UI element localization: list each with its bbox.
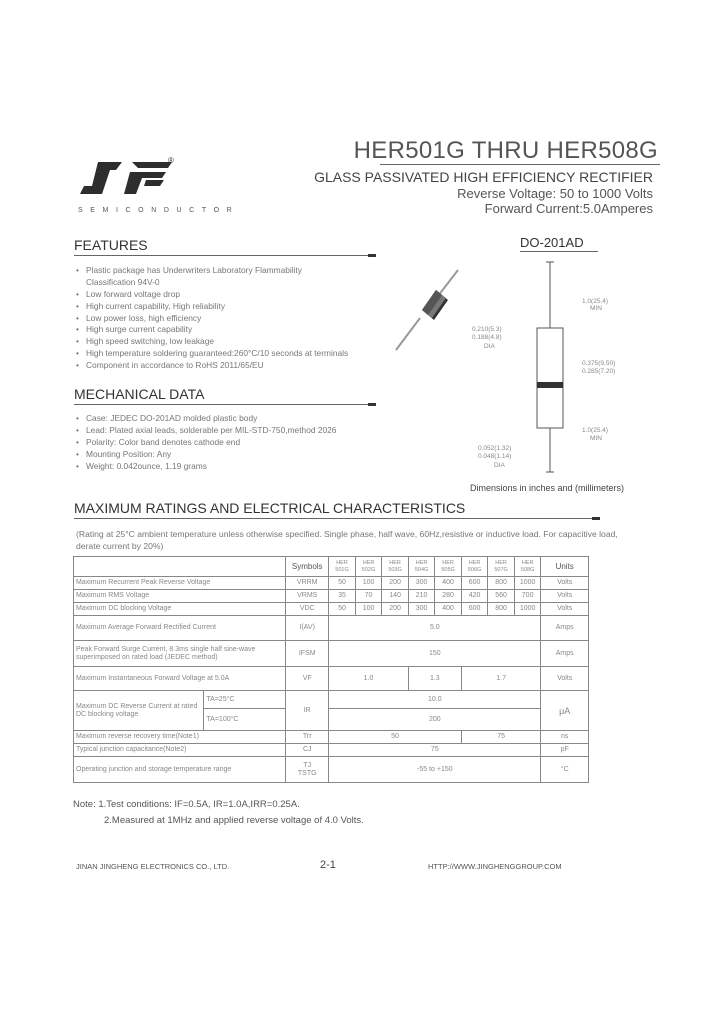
unit-cell: Volts bbox=[541, 667, 589, 691]
value-cell: 70 bbox=[355, 590, 382, 603]
mechanical-item bbox=[76, 461, 336, 473]
bullet: • bbox=[76, 436, 79, 447]
package-name: DO-201AD bbox=[520, 235, 584, 250]
symbol-cell: TJ TSTG bbox=[286, 757, 329, 783]
feature-item bbox=[76, 289, 348, 301]
param-cell: Maximum RMS Voltage bbox=[74, 590, 286, 603]
param-cell: Maximum DC Reverse Current at rated DC blocking voltage bbox=[74, 691, 204, 731]
symbol-cell: Trr bbox=[286, 731, 329, 744]
symbol-cell: VF bbox=[286, 667, 329, 691]
feature-item bbox=[76, 324, 348, 336]
unit-cell: °C bbox=[541, 757, 589, 783]
symbol-cell: IR bbox=[286, 691, 329, 731]
dim-lead-length-top: 1.0(25.4) bbox=[582, 298, 609, 305]
bullet: • bbox=[76, 348, 79, 359]
table-row-vrms bbox=[74, 590, 589, 603]
package-outline-drawing bbox=[520, 258, 580, 478]
mechanical-heading: MECHANICAL DATA bbox=[74, 386, 205, 402]
feature-text: High speed switching, low leakage bbox=[86, 336, 215, 347]
value-cell: 800 bbox=[488, 603, 515, 616]
mechanical-rule bbox=[74, 404, 374, 405]
feature-item bbox=[76, 348, 348, 360]
header-part: HER 507G bbox=[488, 557, 515, 577]
unit-cell: Amps bbox=[541, 641, 589, 667]
rating-conditions: (Rating at 25°C ambient temperature unless otherwise specified. Single phase, half wave, 60Hz,resistive or inductive load. For capacitive load, derate current by 20%) bbox=[76, 529, 618, 551]
dim-lead-dia-max: 0.052(1.32) bbox=[478, 445, 512, 452]
table-row-iav bbox=[74, 616, 589, 641]
footer-company: JINAN JINGHENG ELECTRONICS CO., LTD. bbox=[76, 862, 230, 871]
header-part: HER 504G bbox=[408, 557, 435, 577]
param-cell: Operating junction and storage temperature range bbox=[74, 757, 286, 783]
ratings-rule bbox=[74, 518, 598, 519]
table-row-vf bbox=[74, 667, 589, 691]
bullet: • bbox=[76, 336, 79, 347]
value-cell: 75 bbox=[461, 731, 541, 744]
feature-text: Classification 94V-0 bbox=[86, 276, 160, 287]
features-list bbox=[76, 265, 348, 372]
bullet: • bbox=[76, 448, 79, 459]
dim-dia-label: DIA bbox=[484, 343, 495, 350]
value-cell: 1.3 bbox=[408, 667, 461, 691]
value-cell: 1000 bbox=[514, 577, 541, 590]
bullet: • bbox=[76, 324, 79, 335]
bullet: • bbox=[76, 360, 79, 371]
dim-dia-label-2: DIA bbox=[494, 462, 505, 469]
bullet: • bbox=[76, 460, 79, 471]
value-cell: 420 bbox=[461, 590, 488, 603]
value-cell: 400 bbox=[435, 603, 462, 616]
table-row-ir-25 bbox=[74, 691, 589, 709]
value-cell: 50 bbox=[329, 603, 356, 616]
note-1: Note: 1.Test conditions: IF=0.5A, IR=1.0A,IRR=0.25A. bbox=[73, 799, 300, 810]
mechanical-item bbox=[76, 449, 336, 461]
value-cell: 400 bbox=[435, 577, 462, 590]
dim-body-length-min: 0.285(7.20) bbox=[582, 368, 616, 375]
reverse-voltage: Reverse Voltage: 50 to 1000 Volts bbox=[457, 186, 653, 201]
bullet: • bbox=[76, 424, 79, 435]
value-cell: 280 bbox=[435, 590, 462, 603]
unit-cell: Volts bbox=[541, 577, 589, 590]
mechanical-text: Mounting Position: Any bbox=[86, 448, 172, 459]
mechanical-text: Polarity: Color band denotes cathode end bbox=[86, 436, 241, 447]
bullet: • bbox=[76, 288, 79, 299]
value-cell: 560 bbox=[488, 590, 515, 603]
header-param-cell bbox=[74, 557, 286, 577]
title-rule bbox=[380, 164, 660, 165]
mechanical-rule-tick bbox=[368, 403, 376, 406]
header-part: HER 505G bbox=[435, 557, 462, 577]
value-cell: 700 bbox=[514, 590, 541, 603]
mechanical-text: Case: JEDEC DO-201AD molded plastic body bbox=[86, 413, 258, 423]
dim-min-bottom: MIN bbox=[590, 435, 602, 442]
unit-cell: Amps bbox=[541, 616, 589, 641]
header-symbols: Symbols bbox=[286, 557, 329, 577]
value-cell: 1000 bbox=[514, 603, 541, 616]
value-cell: 600 bbox=[461, 577, 488, 590]
ratings-table bbox=[73, 556, 589, 783]
value-cell: 210 bbox=[408, 590, 435, 603]
forward-current: Forward Current:5.0Amperes bbox=[484, 201, 653, 216]
value-cell: 800 bbox=[488, 577, 515, 590]
notes bbox=[73, 797, 364, 829]
mechanical-text: Lead: Plated axial leads, solderable per MIL-STD-750,method 2026 bbox=[86, 424, 337, 435]
value-cell: 600 bbox=[461, 603, 488, 616]
table-row-trr bbox=[74, 731, 589, 744]
value-cell: 35 bbox=[329, 590, 356, 603]
bullet: • bbox=[76, 300, 79, 311]
value-cell: 300 bbox=[408, 577, 435, 590]
header-part: HER 506G bbox=[461, 557, 488, 577]
value-cell: 10.0 bbox=[329, 691, 541, 709]
value-cell: 1.7 bbox=[461, 667, 541, 691]
registered-mark: ® bbox=[168, 156, 174, 165]
table-row-cj bbox=[74, 744, 589, 757]
table-header-row bbox=[74, 557, 589, 577]
mechanical-item bbox=[76, 437, 336, 449]
param-cell: Maximum reverse recovery time(Note1) bbox=[74, 731, 286, 744]
value-cell: -55 to +150 bbox=[329, 757, 541, 783]
value-cell: 200 bbox=[382, 603, 409, 616]
mechanical-text: Weight: 0.042ounce, 1.19 grams bbox=[86, 460, 207, 471]
condition-cell: TA=25°C bbox=[204, 691, 286, 709]
feature-text: Low power loss, high efficiency bbox=[86, 312, 202, 323]
feature-text: Low forward voltage drop bbox=[86, 288, 181, 299]
unit-cell: Volts bbox=[541, 603, 589, 616]
value-cell: 200 bbox=[329, 709, 541, 731]
page-number: 2-1 bbox=[320, 859, 336, 871]
package-3d-sketch bbox=[392, 268, 462, 354]
feature-text: High surge current capability bbox=[86, 324, 193, 335]
footer-url: HTTP://WWW.JINGHENGGROUP.COM bbox=[428, 862, 562, 871]
table-row-ifsm bbox=[74, 641, 589, 667]
mechanical-item bbox=[76, 425, 336, 437]
feature-text: High temperature soldering guaranteed:260°C/10 seconds at terminals bbox=[86, 348, 349, 359]
table-row-vrrm bbox=[74, 577, 589, 590]
feature-text: High current capability, High reliability bbox=[86, 300, 226, 311]
feature-item bbox=[76, 301, 348, 313]
feature-text: Component in accordance to RoHS 2011/65/EU bbox=[86, 360, 264, 371]
product-type: GLASS PASSIVATED HIGH EFFICIENCY RECTIFIER bbox=[314, 169, 653, 185]
value-cell: 100 bbox=[355, 577, 382, 590]
value-cell: 150 bbox=[329, 641, 541, 667]
bullet: • bbox=[76, 265, 79, 275]
value-cell: 140 bbox=[382, 590, 409, 603]
dim-min-top: MIN bbox=[590, 305, 602, 312]
features-heading: FEATURES bbox=[74, 237, 148, 253]
symbol-cell: VRMS bbox=[286, 590, 329, 603]
table-row-vdc bbox=[74, 603, 589, 616]
bullet: • bbox=[76, 413, 79, 423]
symbol-cell: IFSM bbox=[286, 641, 329, 667]
unit-cell: Volts bbox=[541, 590, 589, 603]
dimension-note: Dimensions in inches and (millimeters) bbox=[470, 483, 625, 493]
header-part: HER 508G bbox=[514, 557, 541, 577]
value-cell: 200 bbox=[382, 577, 409, 590]
mechanical-list bbox=[76, 413, 336, 472]
condition-cell: TA=100°C bbox=[204, 709, 286, 731]
symbol-cell: VRRM bbox=[286, 577, 329, 590]
dim-lead-dia-min: 0.048(1.14) bbox=[478, 453, 512, 460]
logo-tagline: SEMICONDUCTOR bbox=[78, 207, 240, 214]
package-name-underline bbox=[520, 251, 598, 252]
param-cell: Peak Forward Surge Current, 8.3ms single half sine-wave superimposed on rated load (JEDEC method) bbox=[74, 641, 286, 667]
unit-cell: μA bbox=[541, 691, 589, 731]
dim-body-dia-min: 0.188(4.8) bbox=[472, 334, 502, 341]
symbol-cell: VDC bbox=[286, 603, 329, 616]
unit-cell: pF bbox=[541, 744, 589, 757]
value-cell: 100 bbox=[355, 603, 382, 616]
header-part: HER 503G bbox=[382, 557, 409, 577]
feature-item bbox=[76, 313, 348, 325]
header-part: HER 501G bbox=[329, 557, 356, 577]
header-units: Units bbox=[541, 557, 589, 577]
features-rule-tick bbox=[368, 254, 376, 257]
feature-item bbox=[76, 336, 348, 348]
feature-item bbox=[76, 265, 348, 277]
dim-body-dia-max: 0.210(5.3) bbox=[472, 326, 502, 333]
value-cell: 1.0 bbox=[329, 667, 409, 691]
ratings-rule-tick bbox=[592, 517, 600, 520]
bullet: • bbox=[76, 312, 79, 323]
features-rule bbox=[74, 255, 374, 256]
param-cell: Maximum Average Forward Rectified Current bbox=[74, 616, 286, 641]
dim-lead-length-bottom: 1.0(25.4) bbox=[582, 427, 609, 434]
param-cell: Maximum Recurrent Peak Reverse Voltage bbox=[74, 577, 286, 590]
unit-cell: ns bbox=[541, 731, 589, 744]
value-cell: 300 bbox=[408, 603, 435, 616]
ratings-heading: MAXIMUM RATINGS AND ELECTRICAL CHARACTERISTICS bbox=[74, 500, 466, 516]
note-2: 2.Measured at 1MHz and applied reverse voltage of 4.0 Volts. bbox=[104, 815, 364, 826]
param-cell: Maximum Instantaneous Forward Voltage at 5.0A bbox=[74, 667, 286, 691]
mechanical-item bbox=[76, 413, 336, 425]
part-range-title: HER501G THRU HER508G bbox=[353, 137, 658, 164]
dim-body-length-max: 0.375(9.50) bbox=[582, 360, 616, 367]
feature-item bbox=[76, 360, 348, 372]
value-cell: 75 bbox=[329, 744, 541, 757]
param-cell: Typical junction capacitance(Note2) bbox=[74, 744, 286, 757]
value-cell: 50 bbox=[329, 731, 462, 744]
symbol-cell: I(AV) bbox=[286, 616, 329, 641]
param-cell: Maximum DC blocking Voltage bbox=[74, 603, 286, 616]
feature-text: Plastic package has Underwriters Laboratory Flammability bbox=[86, 265, 302, 275]
table-row-tj bbox=[74, 757, 589, 783]
header-part: HER 502G bbox=[355, 557, 382, 577]
feature-item bbox=[76, 277, 348, 289]
value-cell: 5.0 bbox=[329, 616, 541, 641]
symbol-cell: CJ bbox=[286, 744, 329, 757]
value-cell: 50 bbox=[329, 577, 356, 590]
